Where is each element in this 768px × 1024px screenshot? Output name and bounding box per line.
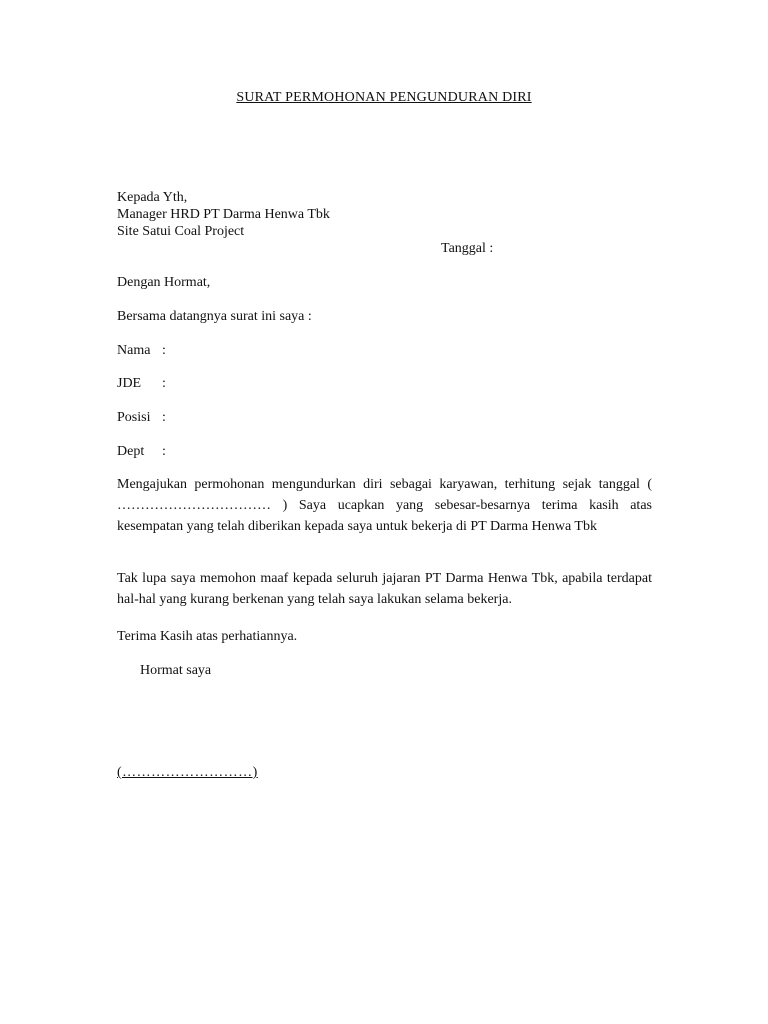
apology-paragraph: Tak lupa saya memohon maaf kepada seluruh jajaran PT Darma Henwa Tbk, apabila terdapat hal-hal yang kurang berkenan yang telah saya lakukan selama bekerja. bbox=[117, 571, 652, 607]
field-nama bbox=[117, 342, 166, 359]
resignation-paragraph: Mengajukan permohonan mengundurkan diri sebagai karyawan, terhitung sejak tanggal ( …………………………… ) Saya ucapkan yang sebesar-besarnya terima kasih atas kesempatan yang telah diberikan kepada saya untuk bekerja di PT Darma Henwa Tbk bbox=[117, 477, 652, 534]
thanks-paragraph: Terima Kasih atas perhatiannya. bbox=[117, 629, 298, 644]
date-label: Tanggal : bbox=[441, 241, 494, 256]
recipient-block bbox=[117, 189, 330, 240]
field-dept-label: Dept bbox=[117, 444, 145, 459]
field-posisi-label: Posisi bbox=[117, 410, 151, 425]
field-jde bbox=[117, 375, 166, 392]
recipient-salutation: Kepada Yth, bbox=[117, 190, 188, 205]
field-posisi bbox=[117, 409, 166, 426]
field-nama-separator: : bbox=[162, 343, 166, 358]
field-dept bbox=[117, 443, 166, 460]
recipient-location: Site Satui Coal Project bbox=[117, 224, 245, 239]
field-posisi-separator: : bbox=[162, 410, 166, 425]
field-nama-label: Nama bbox=[117, 343, 151, 358]
greeting: Dengan Hormat, bbox=[117, 275, 211, 290]
recipient-position: Manager HRD PT Darma Henwa Tbk bbox=[117, 207, 330, 222]
intro-line: Bersama datangnya surat ini saya : bbox=[117, 309, 312, 324]
field-jde-label: JDE bbox=[117, 376, 142, 391]
field-jde-separator: : bbox=[162, 376, 166, 391]
letter-title: SURAT PERMOHONAN PENGUNDURAN DIRI bbox=[236, 90, 532, 105]
closing-text: Hormat saya bbox=[140, 663, 212, 678]
signature-placeholder: (………………………) bbox=[117, 765, 258, 780]
field-dept-separator: : bbox=[162, 444, 166, 459]
